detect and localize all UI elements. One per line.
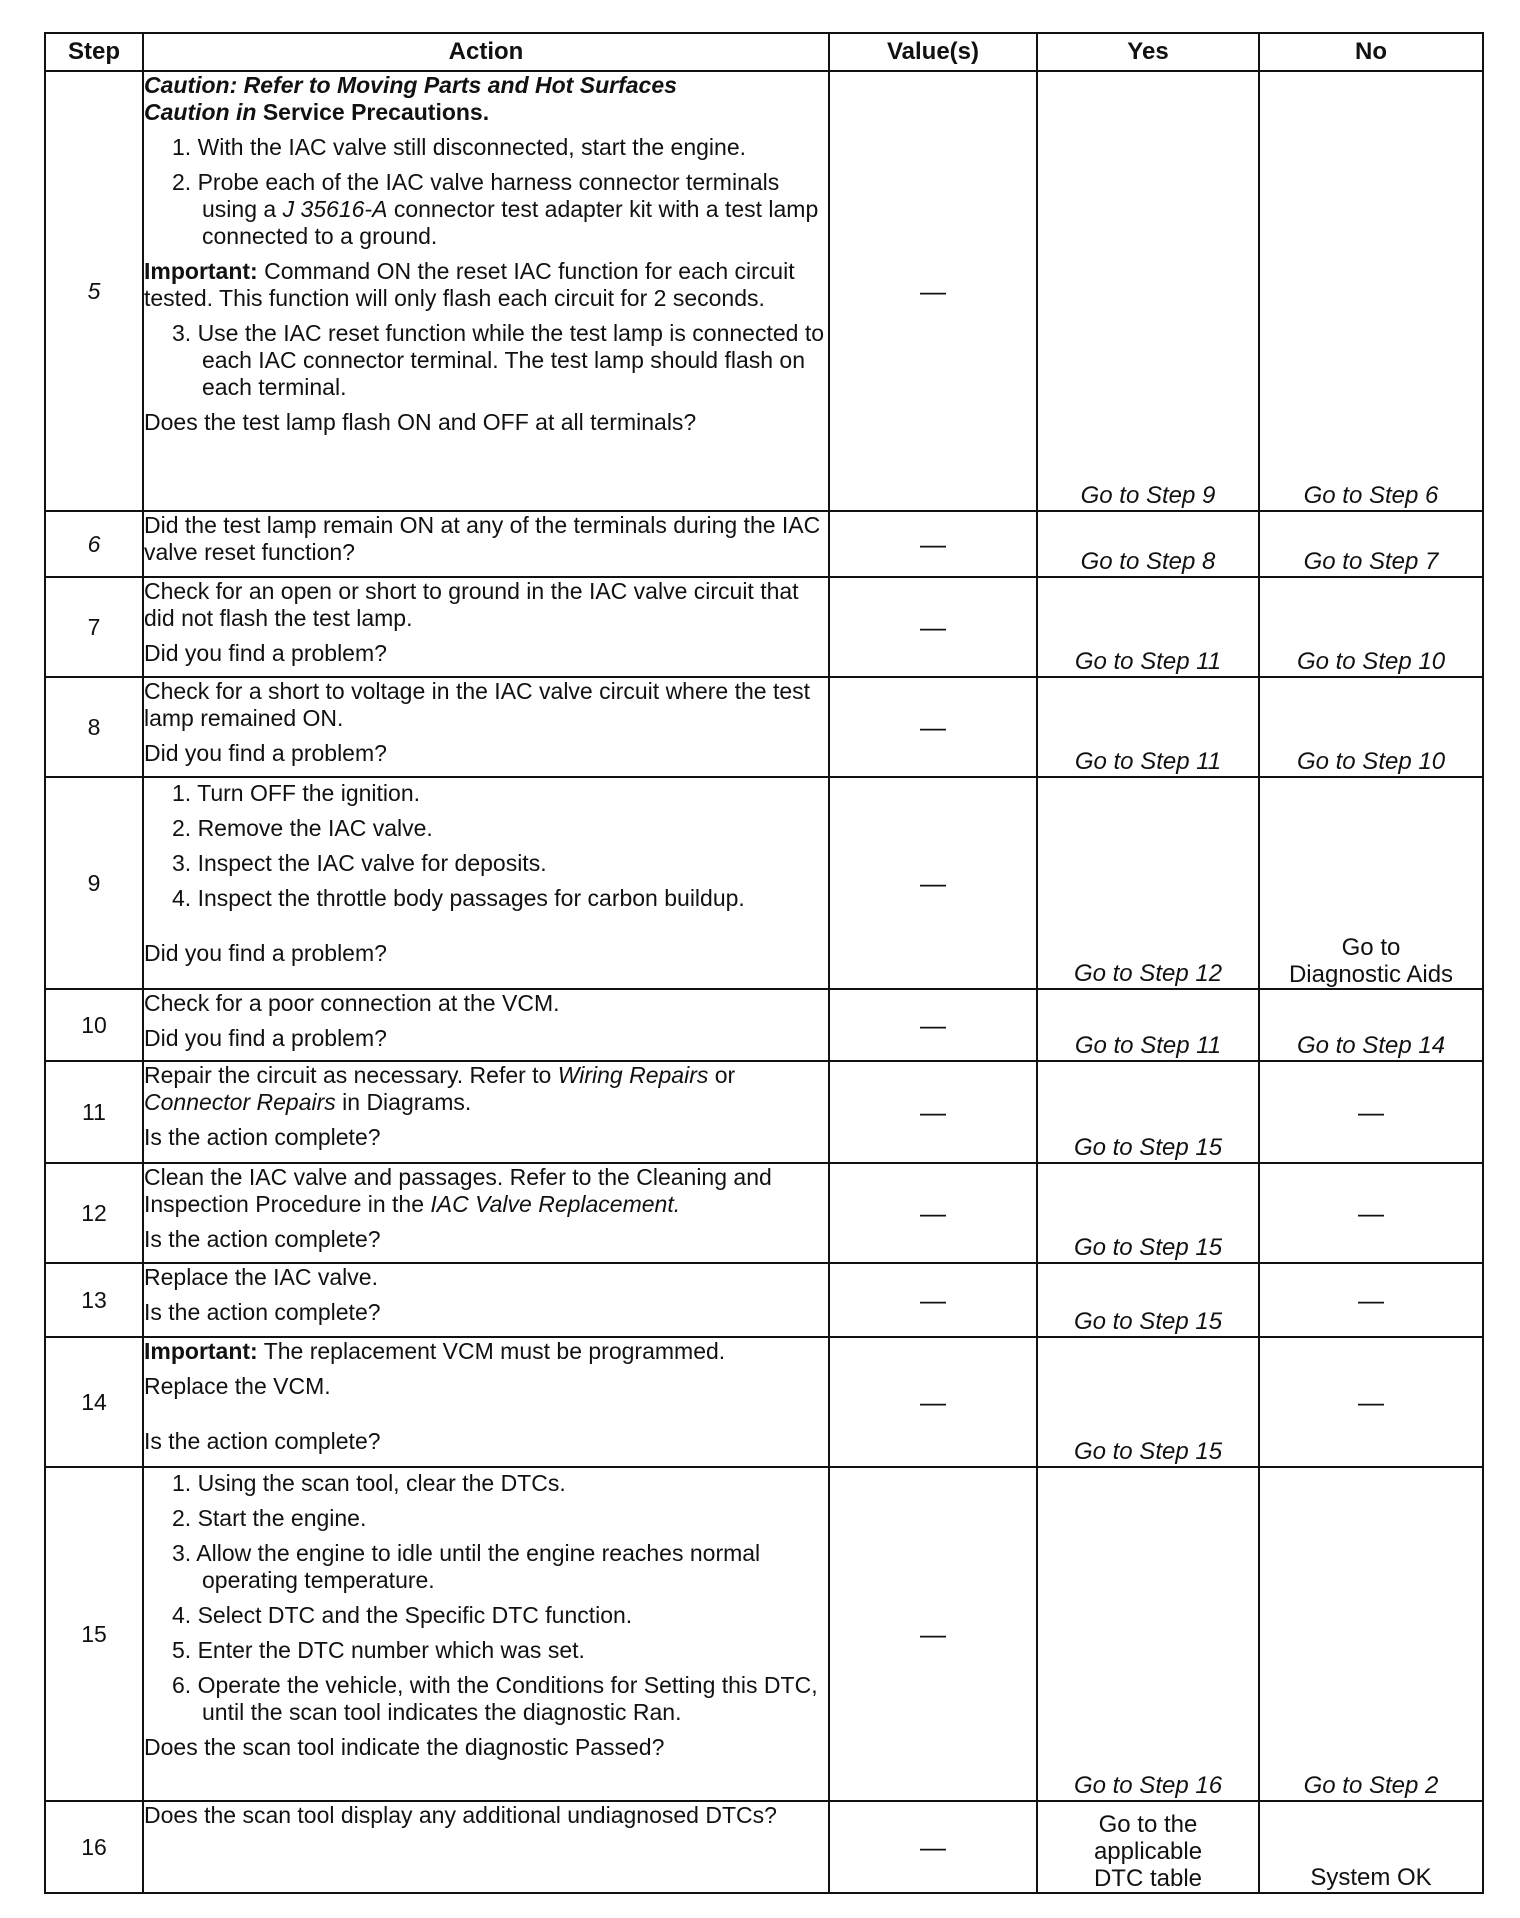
no-cell — [1259, 1801, 1483, 1893]
yes-link: Go to Step 15 — [1073, 1134, 1223, 1161]
caution-text-2: Caution in — [144, 99, 257, 125]
diagnostic-aids-link: Diagnostic Aids — [1288, 961, 1454, 988]
yes-cell — [1037, 1801, 1259, 1893]
yes-link: Go to Step 8 — [1080, 548, 1216, 575]
header-action: Action — [143, 33, 829, 71]
value-cell: — — [829, 1467, 1037, 1801]
caution-reference: Service Precautions. — [262, 99, 490, 125]
yes-line-1: Go to the — [1098, 1811, 1198, 1838]
action-cell: Repair the circuit as necessary. Refer to Wiring Repairs or Connector Repairs in Diagrams. Is the action complete? — [143, 1061, 829, 1163]
question-text: Is the action complete? — [144, 1226, 381, 1252]
no-cell — [1259, 1467, 1483, 1801]
header-yes: Yes — [1037, 33, 1259, 71]
no-cell: — — [1259, 1263, 1483, 1337]
action-cell — [143, 1467, 829, 1801]
no-cell: — — [1259, 1061, 1483, 1163]
list-item: 1. Using the scan tool, clear the DTCs. — [172, 1470, 566, 1496]
step-number: 12 — [45, 1163, 143, 1263]
wiring-repairs-ref: Wiring Repairs — [557, 1062, 709, 1088]
no-link: Go to Step 2 — [1303, 1772, 1439, 1799]
step-number: 13 — [45, 1263, 143, 1337]
value-cell: — — [829, 511, 1037, 577]
no-cell — [1259, 71, 1483, 511]
system-ok-text: System OK — [1310, 1864, 1432, 1891]
step-number: 10 — [45, 989, 143, 1061]
yes-link: Go to Step 15 — [1073, 1234, 1223, 1261]
yes-link: Go to Step 11 — [1074, 748, 1222, 775]
yes-line-2: applicable — [1093, 1838, 1203, 1865]
no-link: Go to Step 10 — [1296, 648, 1446, 675]
tool-reference: J 35616-A — [282, 196, 388, 222]
value-cell: — — [829, 1801, 1037, 1893]
table-row-step-5 — [45, 71, 1483, 511]
value-cell: — — [829, 777, 1037, 989]
question-text: Did you find a problem? — [144, 740, 387, 766]
header-values: Value(s) — [829, 33, 1037, 71]
header-row — [45, 33, 1483, 71]
question-text: Is the action complete? — [144, 1299, 381, 1325]
no-cell: — — [1259, 1163, 1483, 1263]
table-row-step-12 — [45, 1163, 1483, 1263]
no-link: Go to Step 10 — [1296, 748, 1446, 775]
list-item: 2. Start the engine. — [172, 1505, 367, 1531]
yes-cell — [1037, 1263, 1259, 1337]
list-item: 1. With the IAC valve still disconnected, start the engine. — [172, 134, 747, 160]
no-link: Go to Step 7 — [1303, 548, 1439, 575]
action-cell: Does the scan tool display any additional undiagnosed DTCs? — [143, 1801, 829, 1893]
question-text: Is the action complete? — [144, 1428, 381, 1454]
yes-cell — [1037, 71, 1259, 511]
list-item: 5. Enter the DTC number which was set. — [172, 1637, 585, 1663]
table-row-step-10 — [45, 989, 1483, 1061]
value-cell: — — [829, 1061, 1037, 1163]
value-cell: — — [829, 1337, 1037, 1467]
connector-repairs-ref: Connector Repairs — [144, 1089, 336, 1115]
list-item: 1. Turn OFF the ignition. — [172, 780, 421, 806]
step-number: 15 — [45, 1467, 143, 1801]
important-note: Important: Command ON the reset IAC function for each circuit tested. This function will only flash each circuit for 2 seconds. — [144, 258, 795, 311]
table-row-step-7 — [45, 577, 1483, 677]
yes-cell — [1037, 1163, 1259, 1263]
table-row-step-9 — [45, 777, 1483, 989]
step-number: 16 — [45, 1801, 143, 1893]
list-item: 2. Probe each of the IAC valve harness connector terminals using a J 35616-A connector test adapter kit with a test lamp connected to a ground. — [172, 169, 819, 249]
yes-cell — [1037, 511, 1259, 577]
list-item: 3. Use the IAC reset function while the test lamp is connected to each IAC connector terminal. The test lamp should flash on each terminal. — [172, 320, 825, 400]
question-text: Did you find a problem? — [144, 940, 387, 966]
table-row-step-15 — [45, 1467, 1483, 1801]
yes-link: Go to Step 11 — [1074, 648, 1222, 675]
important-note: Important: The replacement VCM must be programmed. — [144, 1338, 726, 1364]
table-row-step-8 — [45, 677, 1483, 777]
action-cell: Clean the IAC valve and passages. Refer to the Cleaning and Inspection Procedure in the IAC Valve Replacement. Is the action complete? — [143, 1163, 829, 1263]
iac-valve-replacement-ref: IAC Valve Replacement. — [430, 1191, 681, 1217]
list-item: 4. Select DTC and the Specific DTC function. — [172, 1602, 633, 1628]
question-text: Did you find a problem? — [144, 640, 387, 666]
no-link: Go to Step 14 — [1296, 1032, 1446, 1059]
action-cell: Check for a poor connection at the VCM. Did you find a problem? — [143, 989, 829, 1061]
value-cell: — — [829, 989, 1037, 1061]
value-cell: — — [829, 677, 1037, 777]
list-item: 2. Remove the IAC valve. — [172, 815, 433, 841]
yes-link: Go to Step 9 — [1080, 482, 1216, 509]
step-number: 9 — [45, 777, 143, 989]
yes-cell — [1037, 989, 1259, 1061]
action-cell: Replace the IAC valve. Is the action complete? — [143, 1263, 829, 1337]
yes-cell — [1037, 677, 1259, 777]
value-cell: — — [829, 577, 1037, 677]
action-cell — [143, 71, 829, 511]
no-cell — [1259, 777, 1483, 989]
value-cell: — — [829, 71, 1037, 511]
table-row-step-13 — [45, 1263, 1483, 1337]
header-no: No — [1259, 33, 1483, 71]
yes-link: Go to Step 12 — [1073, 960, 1223, 987]
yes-link: Go to Step 15 — [1073, 1308, 1223, 1335]
action-cell: Check for an open or short to ground in the IAC valve circuit that did not flash the test lamp. Did you find a problem? — [143, 577, 829, 677]
no-cell — [1259, 511, 1483, 577]
question-text: Does the test lamp flash ON and OFF at all terminals? — [144, 409, 697, 435]
value-cell: — — [829, 1163, 1037, 1263]
yes-cell — [1037, 577, 1259, 677]
yes-cell — [1037, 777, 1259, 989]
action-cell — [143, 777, 829, 989]
yes-cell — [1037, 1337, 1259, 1467]
step-number: 14 — [45, 1337, 143, 1467]
diagnostic-table — [44, 32, 1484, 1894]
caution-text: Caution: Refer to Moving Parts and Hot Surfaces — [144, 72, 677, 98]
table-row-step-16 — [45, 1801, 1483, 1893]
step-number: 7 — [45, 577, 143, 677]
no-cell: — — [1259, 1337, 1483, 1467]
step-number: 6 — [45, 511, 143, 577]
no-link: Go to Step 6 — [1303, 482, 1439, 509]
action-cell: Check for a short to voltage in the IAC valve circuit where the test lamp remained ON. Did you find a problem? — [143, 677, 829, 777]
no-cell — [1259, 989, 1483, 1061]
question-text: Does the scan tool indicate the diagnostic Passed? — [144, 1734, 665, 1760]
no-cell — [1259, 677, 1483, 777]
list-item: 3. Allow the engine to idle until the engine reaches normal operating temperature. — [172, 1540, 761, 1593]
list-item: 4. Inspect the throttle body passages for carbon buildup. — [172, 885, 745, 911]
question-text: Did you find a problem? — [144, 1025, 387, 1051]
header-step: Step — [45, 33, 143, 71]
question-text: Is the action complete? — [144, 1124, 381, 1150]
table-row-step-14 — [45, 1337, 1483, 1467]
yes-line-3: DTC table — [1093, 1865, 1203, 1892]
list-item: 6. Operate the vehicle, with the Conditions for Setting this DTC, until the scan tool indicates the diagnostic Ran. — [172, 1672, 818, 1725]
yes-link: Go to Step 11 — [1074, 1032, 1222, 1059]
table-row-step-6 — [45, 511, 1483, 577]
step-number: 8 — [45, 677, 143, 777]
yes-cell — [1037, 1061, 1259, 1163]
action-cell: Did the test lamp remain ON at any of the terminals during the IAC valve reset function? — [143, 511, 829, 577]
table-row-step-11 — [45, 1061, 1483, 1163]
list-item: 3. Inspect the IAC valve for deposits. — [172, 850, 547, 876]
step-number: 11 — [45, 1061, 143, 1163]
yes-link: Go to Step 16 — [1073, 1772, 1223, 1799]
no-cell — [1259, 577, 1483, 677]
step-number: 5 — [45, 71, 143, 511]
value-cell: — — [829, 1263, 1037, 1337]
yes-cell — [1037, 1467, 1259, 1801]
action-cell: Important: The replacement VCM must be programmed. Replace the VCM. Is the action complete? — [143, 1337, 829, 1467]
yes-link: Go to Step 15 — [1073, 1438, 1223, 1465]
no-link-line1: Go to — [1341, 934, 1401, 961]
